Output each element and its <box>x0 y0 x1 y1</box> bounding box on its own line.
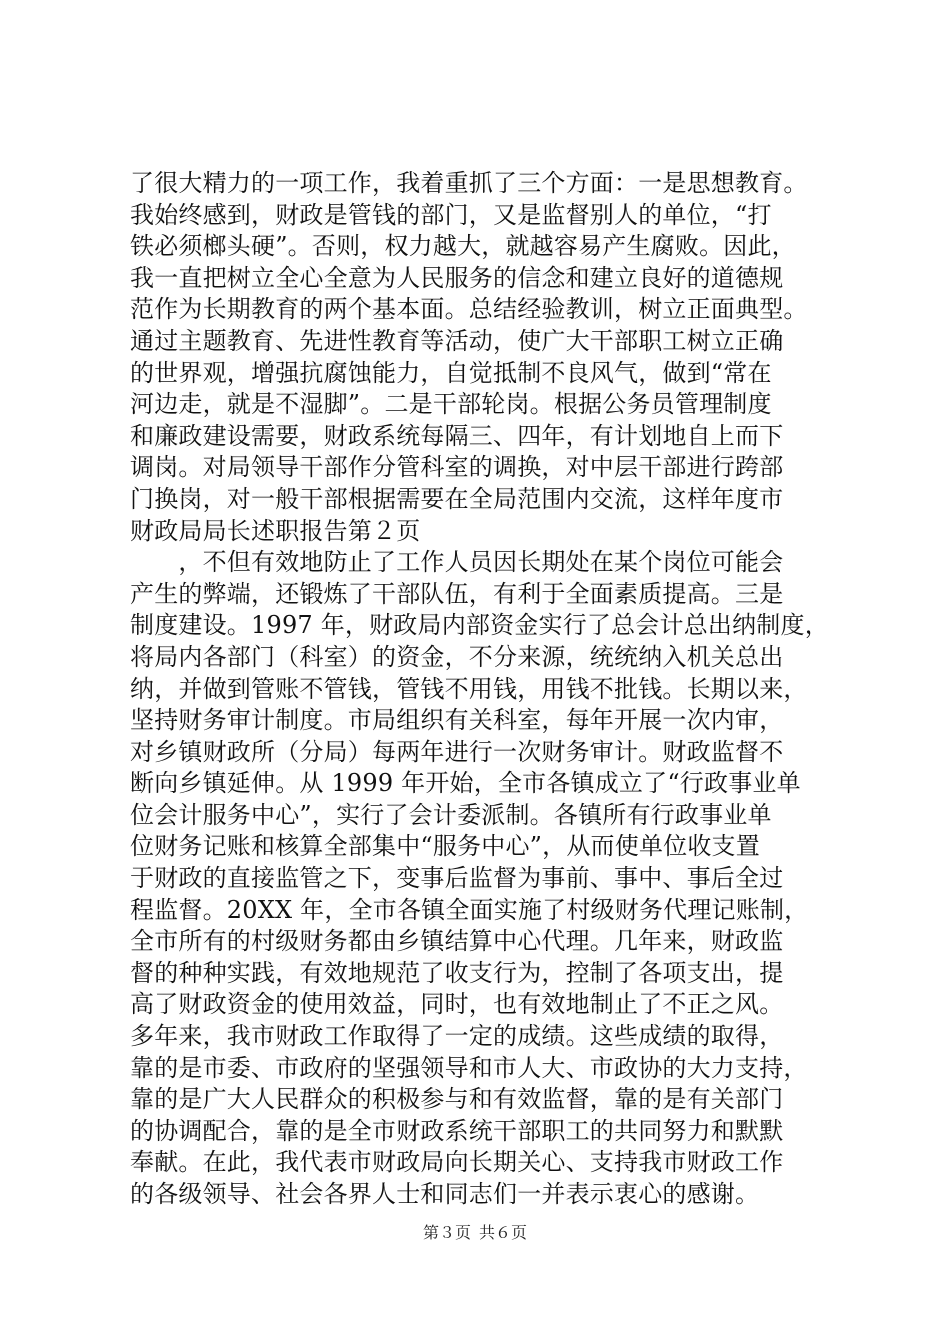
text-line: 门换岗，对一般干部根据需要在全局范围内交流，这样年度市 <box>130 484 784 513</box>
text-line: 程监督。20XX 年，全市各镇全面实施了村级财务代理记账制， <box>130 895 809 924</box>
text-line: 靠的是广大人民群众的积极参与和有效监督，靠的是有关部门 <box>130 1085 784 1114</box>
text-line: 的世界观，增强抗腐蚀能力，自觉抵制不良风气，做到“常在 <box>130 358 772 387</box>
text-line: 坚持财务审计制度。市局组织有关科室，每年开展一次内审， <box>130 706 784 735</box>
text-line: 和廉政建设需要，财政系统每隔三、四年，有计划地自上而下 <box>130 421 784 450</box>
text-line: 将局内各部门（科室）的资金，不分来源，统统纳入机关总出 <box>130 642 784 671</box>
page-total: 共６页 <box>479 1223 528 1242</box>
text-line: 调岗。对局领导干部作分管科室的调换，对中层干部进行跨部 <box>130 453 784 482</box>
text-line: 于财政的直接监管之下，变事后监督为事前、事中、事后全过 <box>130 864 784 893</box>
page-footer <box>0 1223 950 1243</box>
text-line: 铁必须榔头硬”。否则，权力越大，就越容易产生腐败。因此， <box>130 232 796 261</box>
text-line: 高了财政资金的使用效益，同时，也有效地制止了不正之风。 <box>130 990 784 1019</box>
text-line: 财政局局长述职报告第２页 <box>130 516 421 545</box>
text-line: ，不但有效地防止了工作人员因长期处在某个岗位可能会 <box>130 548 784 577</box>
text-line: 督的种种实践，有效地规范了收支行为，控制了各项支出，提 <box>130 958 784 987</box>
text-line: 我一直把树立全心全意为人民服务的信念和建立良好的道德规 <box>130 263 784 292</box>
page-number: 第３页 <box>422 1223 471 1242</box>
text-line: 了很大精力的一项工作，我着重抓了三个方面：一是思想教育。 <box>130 169 808 197</box>
text-line: 断向乡镇延伸。从 1999 年开始，全市各镇成立了“行政事业单 <box>130 769 801 798</box>
text-line: 范作为长期教育的两个基本面。总结经验教训，树立正面典型。 <box>130 295 808 324</box>
text-line: 位财务记账和核算全部集中“服务中心”，从而使单位收支置 <box>130 832 760 861</box>
body-text <box>130 168 850 1211</box>
text-line: 我始终感到，财政是管钱的部门，又是监督别人的单位，“打 <box>130 200 772 229</box>
text-line: 奉献。在此，我代表市财政局向长期关心、支持我市财政工作 <box>130 1148 784 1177</box>
text-line: 全市所有的村级财务都由乡镇结算中心代理。几年来，财政监 <box>130 927 784 956</box>
text-line: 河边走，就是不湿脚”。二是干部轮岗。根据公务员管理制度 <box>130 390 772 419</box>
text-line: 靠的是市委、市政府的坚强领导和市人大、市政协的大力支持， <box>130 1053 808 1082</box>
text-line: 位会计服务中心”，实行了会计委派制。各镇所有行政事业单 <box>130 800 772 829</box>
text-line: 制度建设。1997 年，财政局内部资金实行了总会计总出纳制度， <box>130 611 829 640</box>
text-line: 的协调配合，靠的是全市财政系统干部职工的共同努力和默默 <box>130 1116 784 1145</box>
text-line: 对乡镇财政所（分局）每两年进行一次财务审计。财政监督不 <box>130 737 784 766</box>
text-line: 产生的弊端，还锻炼了干部队伍，有利于全面素质提高。三是 <box>130 579 784 608</box>
text-line: 通过主题教育、先进性教育等活动，使广大干部职工树立正确 <box>130 326 784 355</box>
text-line: 多年来，我市财政工作取得了一定的成绩。这些成绩的取得， <box>130 1022 784 1051</box>
text-line: 的各级领导、社会各界人士和同志们一并表示衷心的感谢。 <box>130 1180 760 1208</box>
text-line: 纳，并做到管账不管钱，管钱不用钱，用钱不批钱。长期以来， <box>130 674 808 703</box>
